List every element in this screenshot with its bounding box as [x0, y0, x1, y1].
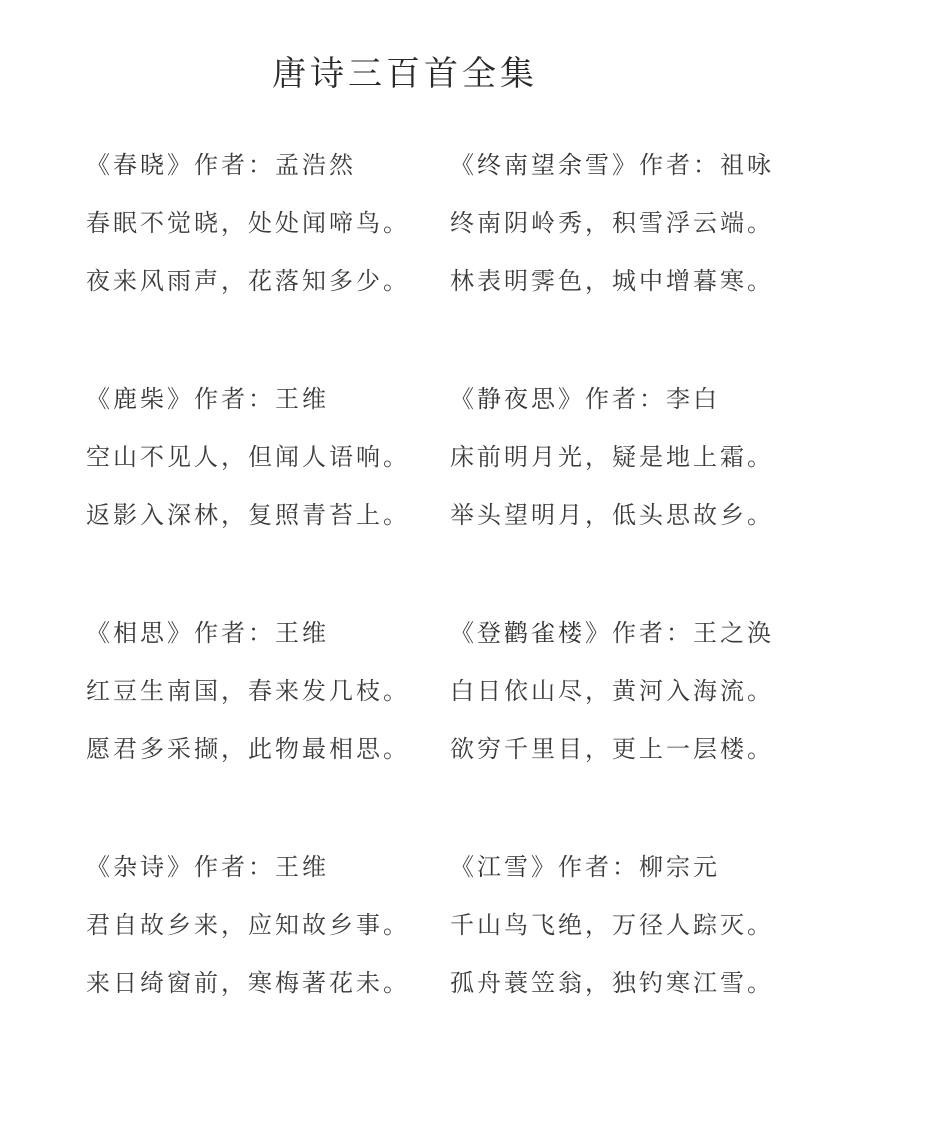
poem-title: 《相思》 [86, 619, 194, 647]
poem-author: 李白 [666, 385, 720, 413]
poem-line: 终南阴岭秀，积雪浮云端。 [450, 209, 774, 237]
poem-author: 孟浩然 [275, 151, 356, 179]
poem-line: 白日依山尽，黄河入海流。 [450, 677, 774, 705]
poem-header [450, 374, 820, 432]
poem-author: 王维 [275, 853, 329, 881]
poem-title: 《鹿柴》 [86, 385, 194, 413]
poem-title: 《终南望余雪》 [450, 151, 639, 179]
poem-block [450, 608, 820, 842]
poem-author: 祖咏 [720, 151, 774, 179]
poem-line: 床前明月光，疑是地上霜。 [450, 443, 774, 471]
poem-block [86, 842, 450, 1076]
poem-line: 红豆生南国，春来发几枝。 [86, 677, 410, 705]
poem-line: 千山鸟飞绝，万径人踪灭。 [450, 911, 774, 939]
poem-title: 《静夜思》 [450, 385, 585, 413]
poem-line: 来日绮窗前，寒梅著花未。 [86, 969, 410, 997]
poem-block [450, 374, 820, 608]
poem-header [86, 608, 450, 666]
poem-line: 愿君多采撷，此物最相思。 [86, 735, 410, 763]
poem-header [450, 140, 820, 198]
poem-line: 林表明霁色，城中增暮寒。 [450, 267, 774, 295]
poem-title: 《登鹳雀楼》 [450, 619, 612, 647]
poem-header [86, 842, 450, 900]
author-label: 作者： [194, 151, 275, 179]
poem-header [450, 842, 820, 900]
poem-block [450, 140, 820, 374]
author-label: 作者： [194, 853, 275, 881]
poem-line: 春眠不觉晓，处处闻啼鸟。 [86, 209, 410, 237]
poem-block [86, 140, 450, 374]
author-label: 作者： [585, 385, 666, 413]
poem-line: 返影入深林，复照青苔上。 [86, 501, 410, 529]
poem-line: 君自故乡来，应知故乡事。 [86, 911, 410, 939]
poem-author: 王之涣 [693, 619, 774, 647]
poem-header [450, 608, 820, 666]
poem-line: 欲穷千里目，更上一层楼。 [450, 735, 774, 763]
poem-title: 《春晓》 [86, 151, 194, 179]
poem-header [86, 140, 450, 198]
author-label: 作者： [639, 151, 720, 179]
poem-author: 王维 [275, 619, 329, 647]
document-title: 唐诗三百首全集 [272, 54, 538, 94]
poem-block [450, 842, 820, 1076]
poem-line: 举头望明月，低头思故乡。 [450, 501, 774, 529]
poem-line: 孤舟蓑笠翁，独钓寒江雪。 [450, 969, 774, 997]
poem-line: 空山不见人，但闻人语响。 [86, 443, 410, 471]
poem-line: 夜来风雨声，花落知多少。 [86, 267, 410, 295]
poem-title: 《江雪》 [450, 853, 558, 881]
poem-block [86, 608, 450, 842]
author-label: 作者： [194, 385, 275, 413]
author-label: 作者： [194, 619, 275, 647]
author-label: 作者： [558, 853, 639, 881]
poem-grid [86, 140, 866, 1076]
poem-author: 柳宗元 [639, 853, 720, 881]
poem-title: 《杂诗》 [86, 853, 194, 881]
poem-header [86, 374, 450, 432]
poem-block [86, 374, 450, 608]
poem-author: 王维 [275, 385, 329, 413]
author-label: 作者： [612, 619, 693, 647]
